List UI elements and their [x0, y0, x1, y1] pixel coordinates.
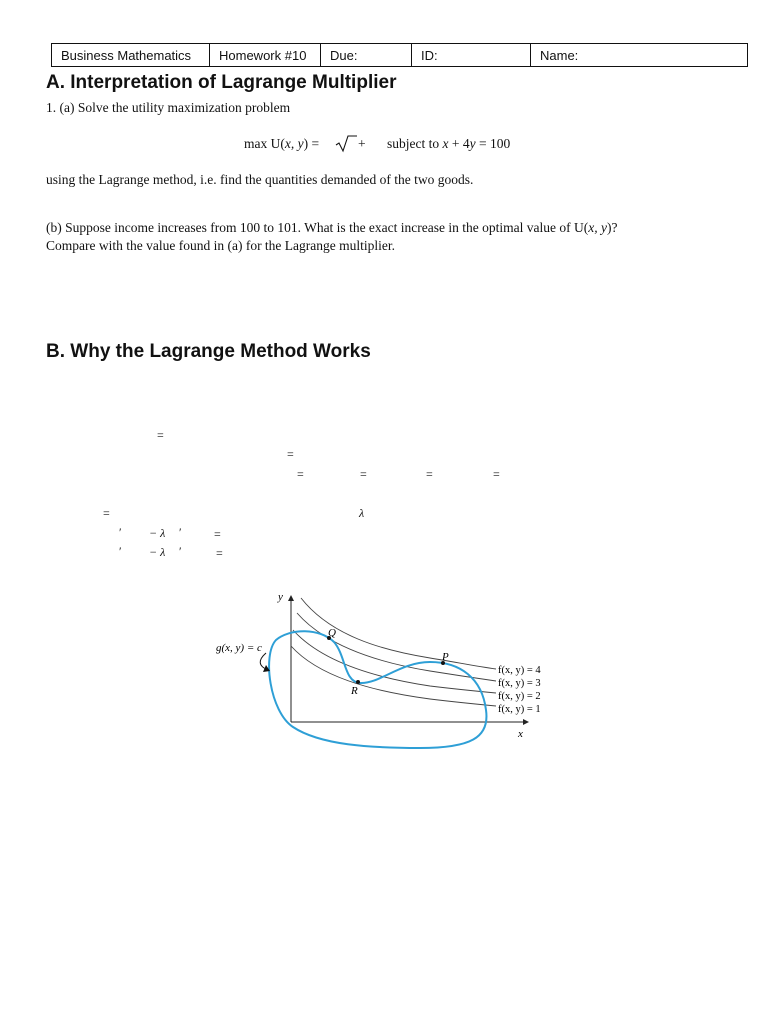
q1b-line1: (b) Suppose income increases from 100 to 101. What is the exact increase in the optimal value of U(x, y)? — [46, 220, 618, 235]
constraint: subject to x + 4y = 100 — [387, 136, 511, 151]
objective-function: max U(x, y) = — [244, 136, 320, 151]
equals-sign: = — [157, 428, 164, 442]
level-curve-1 — [291, 646, 496, 706]
level-label-2: f(x, y) = 2 — [498, 691, 541, 702]
q1a-intro: 1. (a) Solve the utility maximization problem — [46, 100, 291, 115]
id-cell: ID: — [412, 44, 531, 66]
equals-sign: = — [297, 467, 304, 481]
point-q-label: Q — [328, 627, 336, 639]
due-cell: Due: — [321, 44, 412, 66]
equals-sign: = — [103, 506, 110, 520]
lagrange-figure — [205, 584, 560, 754]
equals-sign: = — [287, 447, 294, 461]
equals-sign: = — [493, 467, 500, 481]
x-axis-label: x — [518, 728, 523, 740]
level-label-3: f(x, y) = 3 — [498, 678, 541, 689]
equals-sign: = — [426, 467, 433, 481]
level-curve-2 — [293, 630, 496, 693]
constraint-label: g(x, y) = c — [216, 642, 262, 654]
prime-mark: ′ — [179, 525, 182, 539]
name-cell: Name: — [540, 48, 579, 63]
equals-sign: = — [216, 546, 223, 560]
section-a-title: A. Interpretation of Lagrange Multiplier — [46, 72, 397, 93]
point-r-dot — [356, 680, 360, 684]
point-r-label: R — [351, 685, 358, 697]
x-axis-arrow — [523, 719, 529, 725]
prime-mark: ′ — [119, 525, 122, 539]
prime-mark: ′ — [179, 544, 182, 558]
level-label-1: f(x, y) = 1 — [498, 704, 541, 715]
section-b-title: B. Why the Lagrange Method Works — [46, 341, 371, 362]
y-axis-arrow — [288, 595, 294, 601]
equals-sign: = — [214, 527, 221, 541]
prime-mark: ′ — [119, 544, 122, 558]
objective-plus: + — [358, 136, 366, 151]
y-axis-label: y — [278, 591, 283, 603]
course-cell: Business Mathematics — [52, 44, 210, 66]
lambda-symbol: λ — [359, 506, 365, 520]
q1a-method: using the Lagrange method, i.e. find the quantities demanded of the two goods. — [46, 172, 474, 187]
minus-lambda: − λ — [149, 526, 166, 540]
q1b-line2: Compare with the value found in (a) for the Lagrange multiplier. — [46, 238, 396, 253]
header-table — [51, 43, 748, 67]
equals-sign: = — [360, 467, 367, 481]
minus-lambda: − λ — [149, 545, 166, 559]
point-p-label: P — [442, 651, 449, 663]
level-label-4: f(x, y) = 4 — [498, 665, 541, 676]
sqrt-symbol — [334, 134, 358, 154]
homework-cell: Homework #10 — [210, 44, 321, 66]
